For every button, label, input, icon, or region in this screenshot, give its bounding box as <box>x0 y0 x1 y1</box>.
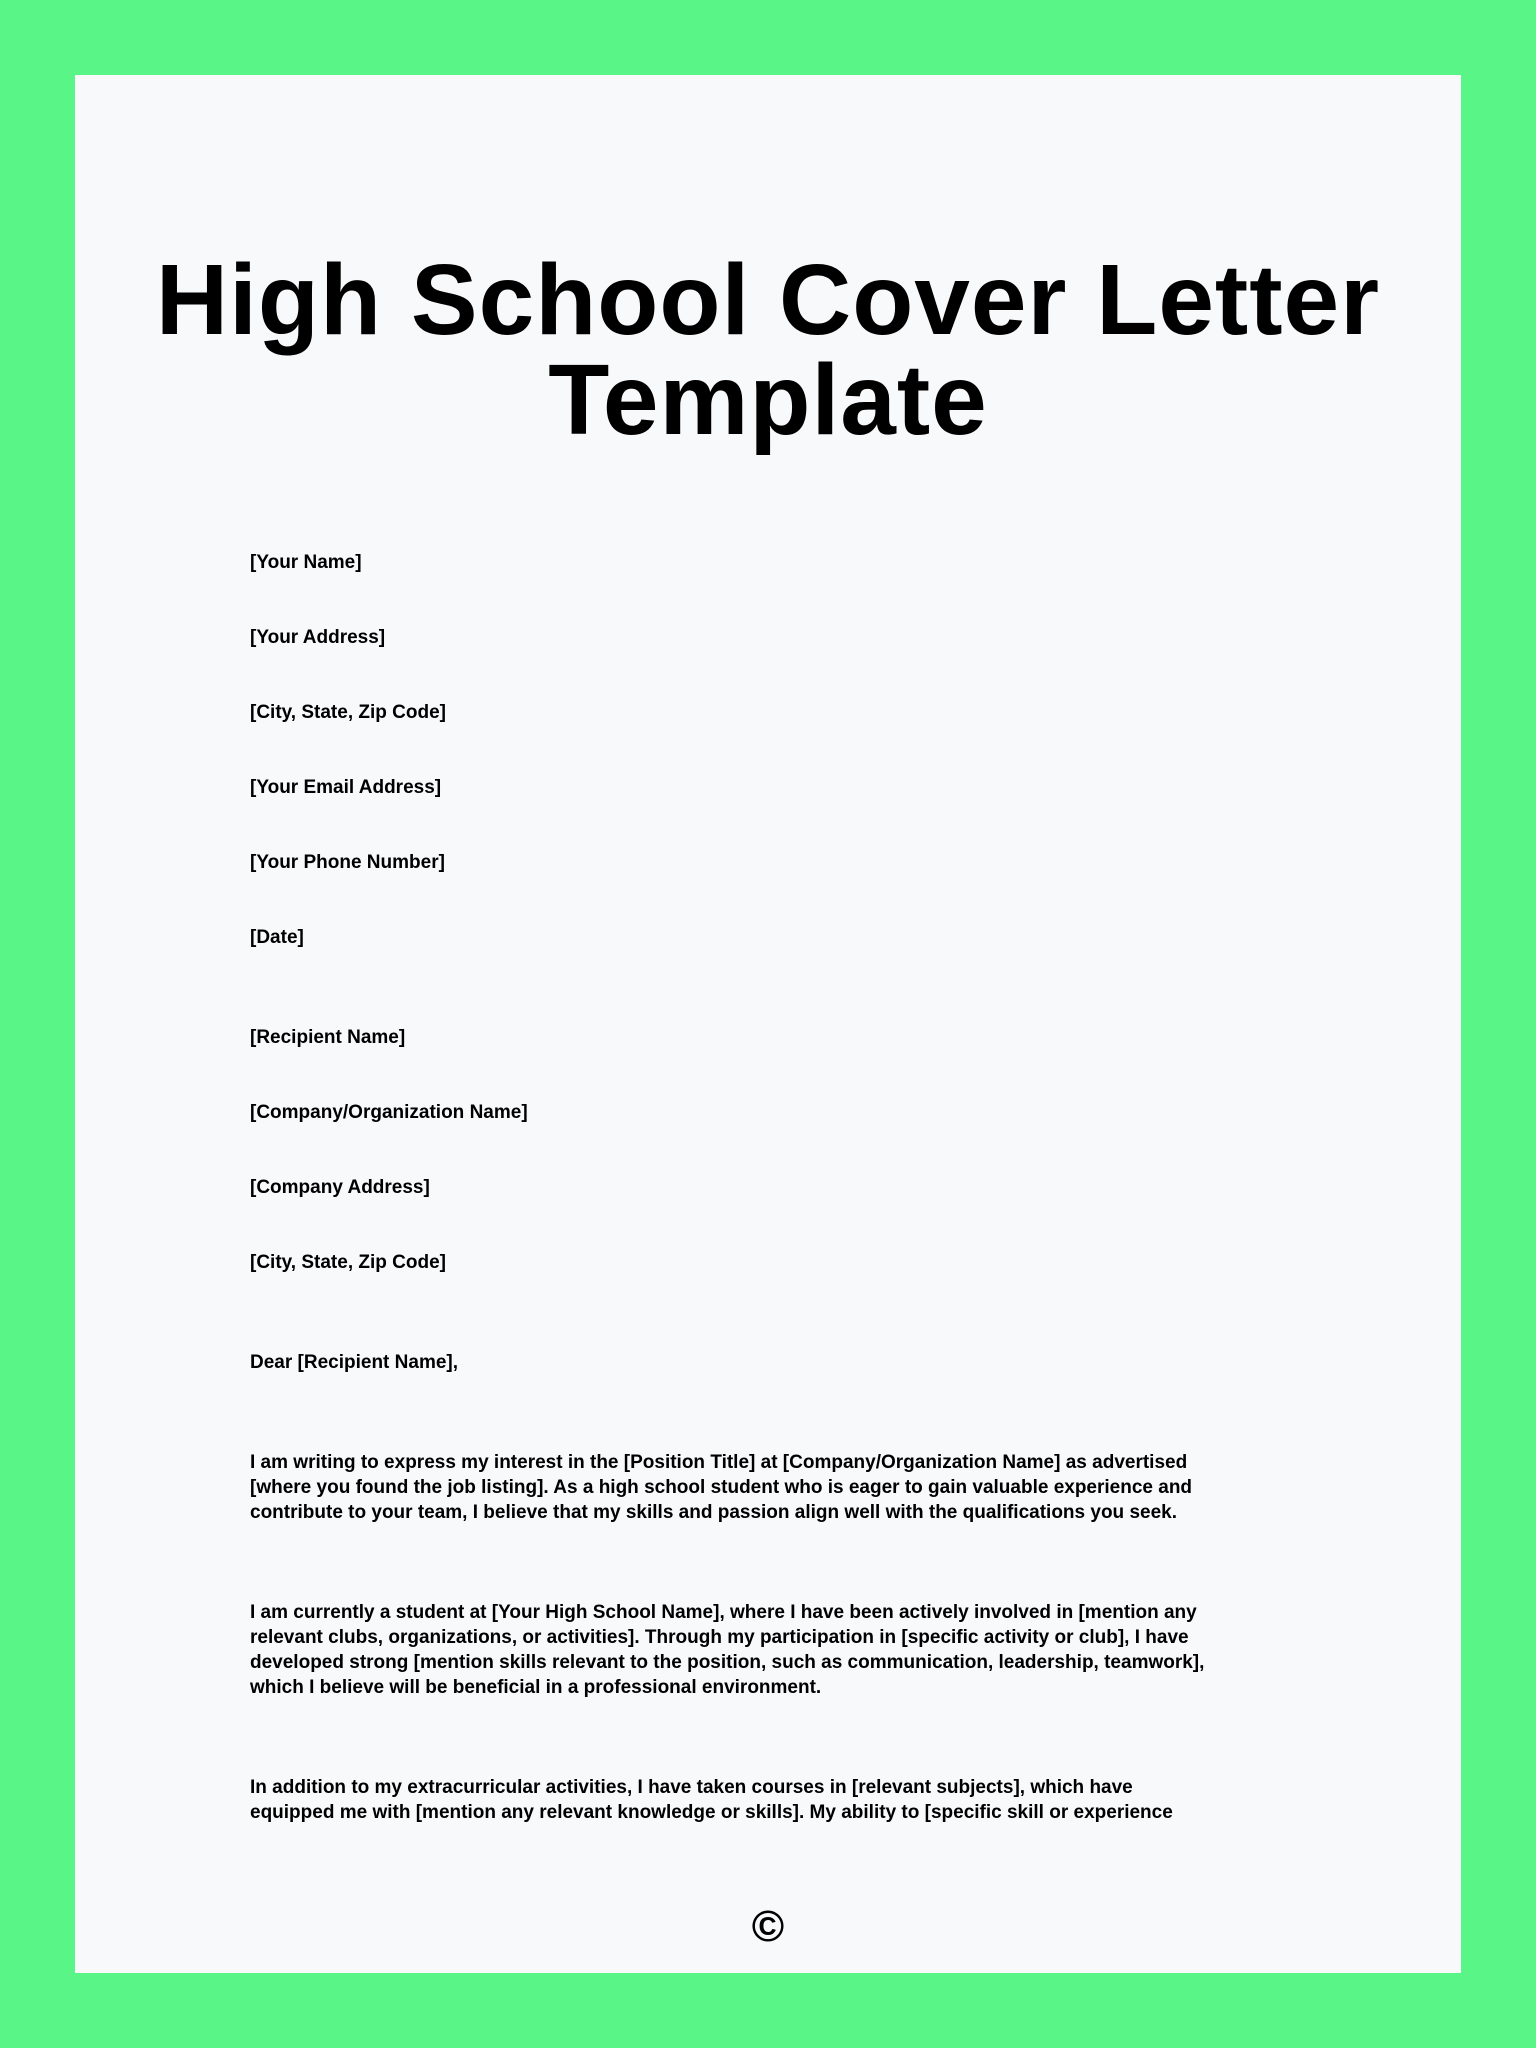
sender-phone: [Your Phone Number] <box>250 852 445 873</box>
letter-date: [Date] <box>250 927 304 948</box>
paragraph-line: developed strong [mention skills relevant to the position, such as communication, leadership, teamwork], <box>250 1652 1205 1673</box>
title-line-1: High School Cover Letter <box>155 244 1381 356</box>
recipient-address: [Company Address] <box>250 1177 430 1198</box>
paragraph-line: contribute to your team, I believe that my skills and passion align well with the qualifications you seek. <box>250 1502 1177 1523</box>
body-paragraph-3 <box>250 1775 1330 1825</box>
document-page <box>75 75 1461 1973</box>
title-line-2: Template <box>548 344 988 456</box>
paragraph-line: In addition to my extracurricular activities, I have taken courses in [relevant subjects], which have <box>250 1777 1133 1798</box>
sender-email: [Your Email Address] <box>250 777 442 798</box>
paragraph-line: I am currently a student at [Your High School Name], where I have been actively involved in [mention any <box>250 1602 1197 1623</box>
sender-city-state-zip: [City, State, Zip Code] <box>250 702 446 723</box>
paragraph-line: I am writing to express my interest in the [Position Title] at [Company/Organization Name] as advertised <box>250 1452 1188 1473</box>
recipient-name: [Recipient Name] <box>250 1027 406 1048</box>
body-paragraph-2 <box>250 1600 1330 1700</box>
sender-address: [Your Address] <box>250 627 386 648</box>
page-title <box>75 244 1461 456</box>
body-paragraph-1 <box>250 1450 1330 1525</box>
copyright-icon: © <box>751 1902 785 1951</box>
paragraph-line: relevant clubs, organizations, or activities]. Through my participation in [specific activity or club], I have <box>250 1627 1189 1648</box>
paragraph-line: which I believe will be beneficial in a professional environment. <box>250 1677 822 1698</box>
recipient-city-state-zip: [City, State, Zip Code] <box>250 1252 446 1273</box>
paragraph-line: equipped me with [mention any relevant knowledge or skills]. My ability to [specific skill or experience <box>250 1802 1173 1823</box>
recipient-company: [Company/Organization Name] <box>250 1102 528 1123</box>
paragraph-line: [where you found the job listing]. As a high school student who is eager to gain valuable experience and <box>250 1477 1193 1498</box>
sender-name: [Your Name] <box>250 552 362 573</box>
salutation: Dear [Recipient Name], <box>250 1352 459 1373</box>
